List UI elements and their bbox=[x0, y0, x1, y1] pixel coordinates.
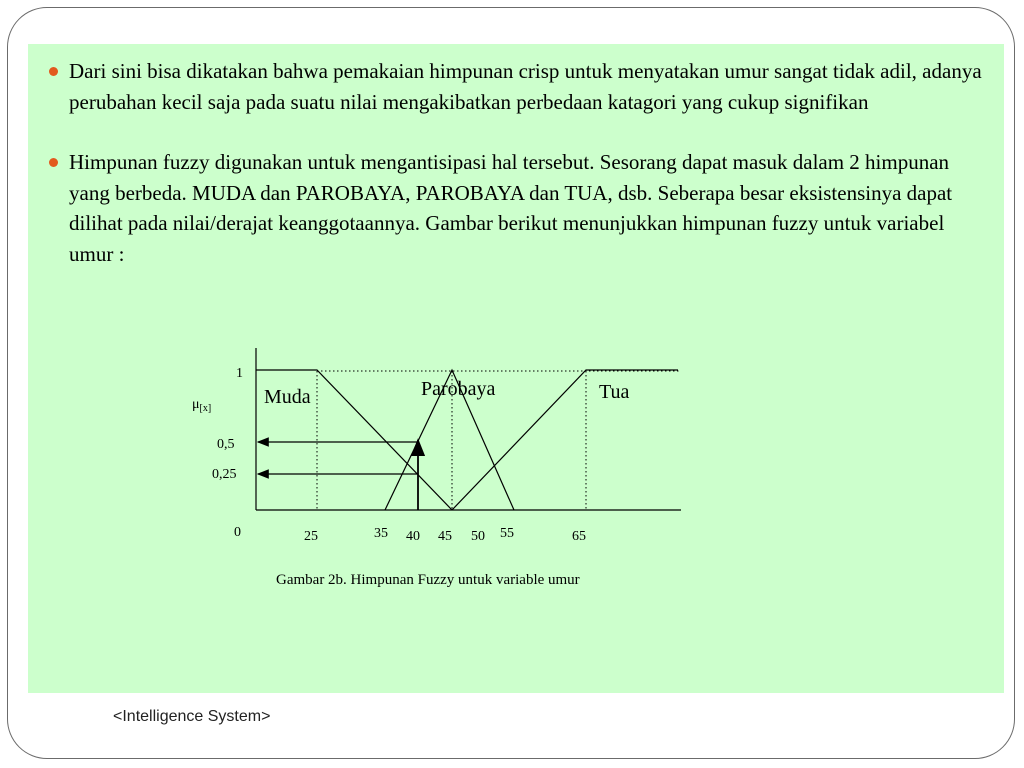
x-tick-65: 65 bbox=[572, 529, 586, 544]
y-axis-subscript: [x] bbox=[199, 403, 212, 414]
x-tick-55: 55 bbox=[500, 526, 514, 541]
y-tick-1: 1 bbox=[236, 366, 243, 381]
x-tick-35: 35 bbox=[374, 526, 388, 541]
footer-text: <Intelligence System> bbox=[113, 708, 271, 725]
set-label-muda: Muda bbox=[264, 386, 311, 408]
set-label-parobaya: Parobaya bbox=[421, 378, 496, 400]
y-tick-0-5: 0,5 bbox=[217, 437, 235, 452]
y-axis-label bbox=[192, 397, 211, 414]
bullet-text: Himpunan fuzzy digunakan untuk mengantisipasi hal tersebut. Sesorang dapat masuk dalam 2 himpunan yang berbeda. MUDA dan PAROBAYA, PAROBAYA dan TUA, dsb. Seberapa besar eksistensinya dapat dilihat pada nilai/derajat keanggotaannya. Gambar berikut menunjukkan himpunan fuzzy untuk variabel umur : bbox=[69, 150, 953, 266]
origin-label: 0 bbox=[234, 525, 241, 540]
x-tick-50: 50 bbox=[471, 529, 485, 544]
diagram-caption: Gambar 2b. Himpunan Fuzzy untuk variable umur bbox=[276, 572, 580, 588]
x-tick-45: 45 bbox=[438, 529, 452, 544]
set-label-tua: Tua bbox=[599, 381, 630, 403]
x-tick-40: 40 bbox=[406, 529, 420, 544]
y-tick-0-25: 0,25 bbox=[212, 467, 237, 482]
y-axis-symbol: μ bbox=[192, 397, 200, 412]
x-tick-25: 25 bbox=[304, 529, 318, 544]
bullet-text: Dari sini bisa dikatakan bahwa pemakaian himpunan crisp untuk menyatakan umur sangat tidak adil, adanya perubahan kecil saja pada suatu nilai mengakibatkan perbedaan katagori yang cukup signifikan bbox=[69, 59, 982, 114]
